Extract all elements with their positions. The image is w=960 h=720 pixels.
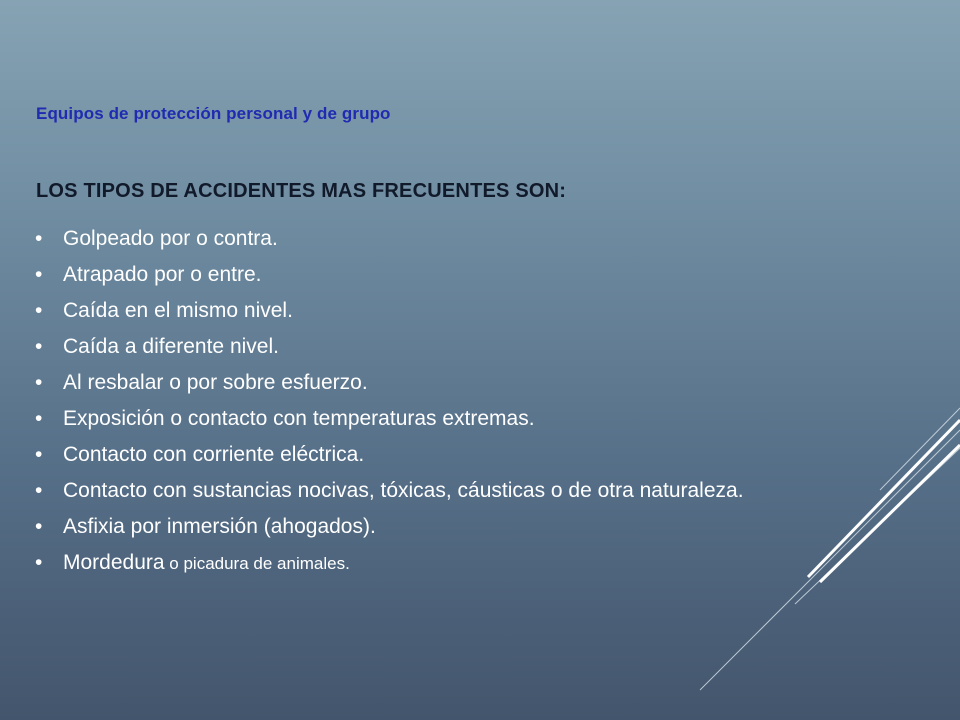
list-item (32, 442, 812, 468)
list-item (32, 334, 812, 360)
list-item-text: Exposición o contacto con temperaturas extremas. (63, 407, 535, 430)
list-item-text: Contacto con sustancias nocivas, tóxicas, cáusticas o de otra naturaleza. (63, 479, 744, 502)
list-item (32, 298, 812, 324)
bullet-icon: • (35, 335, 43, 358)
bullet-icon: • (35, 371, 43, 394)
list-item-main-text: Mordedura (63, 551, 165, 574)
diagonal-line-thick-2 (820, 445, 960, 582)
bullet-icon: • (35, 263, 43, 286)
list-item-text: Atrapado por o entre. (63, 263, 262, 286)
list-item (32, 262, 812, 288)
bullet-icon: • (35, 407, 43, 430)
slide-heading: LOS TIPOS DE ACCIDENTES MAS FRECUENTES SON: (36, 180, 567, 202)
list-item (32, 406, 812, 432)
list-item-text: Contacto con corriente eléctrica. (63, 443, 365, 466)
bullet-icon: • (35, 299, 43, 322)
diagonal-line-thick-1 (808, 420, 960, 577)
diagonal-line-thin-3 (880, 408, 960, 490)
bullet-icon: • (35, 515, 43, 538)
bullet-icon: • (35, 551, 43, 574)
slide-subtitle: Equipos de protección personal y de grupo (36, 104, 391, 123)
list-item-last (32, 550, 812, 577)
bullet-icon: • (35, 479, 43, 502)
list-item-secondary-text: o picadura de animales. (164, 554, 350, 573)
list-item (32, 370, 812, 396)
accident-types-list (32, 226, 812, 587)
list-item-text: Caída a diferente nivel. (63, 335, 279, 358)
bullet-icon: • (35, 227, 43, 250)
list-item-text: Al resbalar o por sobre esfuerzo. (63, 371, 368, 394)
list-item (32, 226, 812, 252)
bullet-icon: • (35, 443, 43, 466)
list-item-text: Asfixia por inmersión (ahogados). (63, 515, 376, 538)
list-item (32, 514, 812, 540)
list-item (32, 478, 812, 504)
list-item-text: Caída en el mismo nivel. (63, 299, 293, 322)
list-item-text: Golpeado por o contra. (63, 227, 278, 250)
